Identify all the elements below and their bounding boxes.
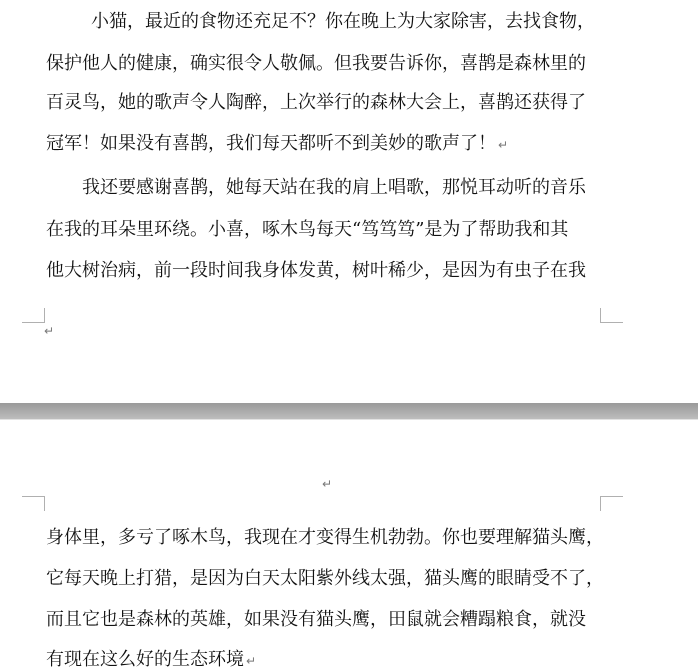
margin-corner-bottom-left [22,308,45,323]
paragraph-mark-icon: ↵ [498,138,509,152]
text-line-10 [46,609,586,631]
text-run: 有现在这么好的生态环境 [46,649,244,670]
text-line-3 [46,92,586,114]
text-run: 它每天晚上打猎，是因为白天太阳紫外线太强，猫头鹰的眼睛受不了， [46,568,604,589]
text-run: 小猫，最近的食物还充足不？你在晚上为大家除害，去找食物， [91,11,595,32]
text-line-5 [82,177,586,199]
text-line-8 [46,527,604,549]
text-run: 冠军！如果没有喜鹊，我们每天都听不到美妙的歌声了！ [46,133,496,154]
text-line-1 [91,11,595,33]
text-run: 而且它也是森林的英雄，如果没有猫头鹰，田鼠就会糟蹋粮食，就没 [46,609,586,630]
paragraph-mark-icon: ↵ [44,324,55,338]
margin-corner-bottom-right [600,308,623,323]
text-line-2 [46,53,586,75]
margin-corner-top-left [22,496,45,511]
text-run: 保护他人的健康，确实很令人敬佩。但我要告诉你，喜鹊是森林里的 [46,53,586,74]
text-run: 我还要感谢喜鹊，她每天站在我的肩上唱歌，那悦耳动听的音乐 [82,177,586,198]
text-run: 身体里，多亏了啄木鸟，我现在才变得生机勃勃。你也要理解猫头鹰， [46,527,604,548]
text-line-7 [46,260,586,282]
paragraph-mark-icon: ↵ [246,654,257,668]
document-page-2[interactable] [0,420,698,669]
page-separator [0,403,698,420]
text-run: 他大树治病，前一段时间我身体发黄，树叶稀少，是因为有虫子在我 [46,260,586,281]
paragraph-mark-icon: ↵ [322,477,333,491]
margin-corner-top-right [600,496,623,511]
text-line-9 [46,568,604,590]
text-run: 在我的耳朵里环绕。小喜，啄木鸟每天“笃笃笃”是为了帮助我和其 [46,219,569,240]
text-run: 百灵鸟，她的歌声令人陶醉，上次举行的森林大会上，喜鹊还获得了 [46,92,586,113]
text-line-4 [46,133,508,156]
text-line-6 [46,219,568,241]
